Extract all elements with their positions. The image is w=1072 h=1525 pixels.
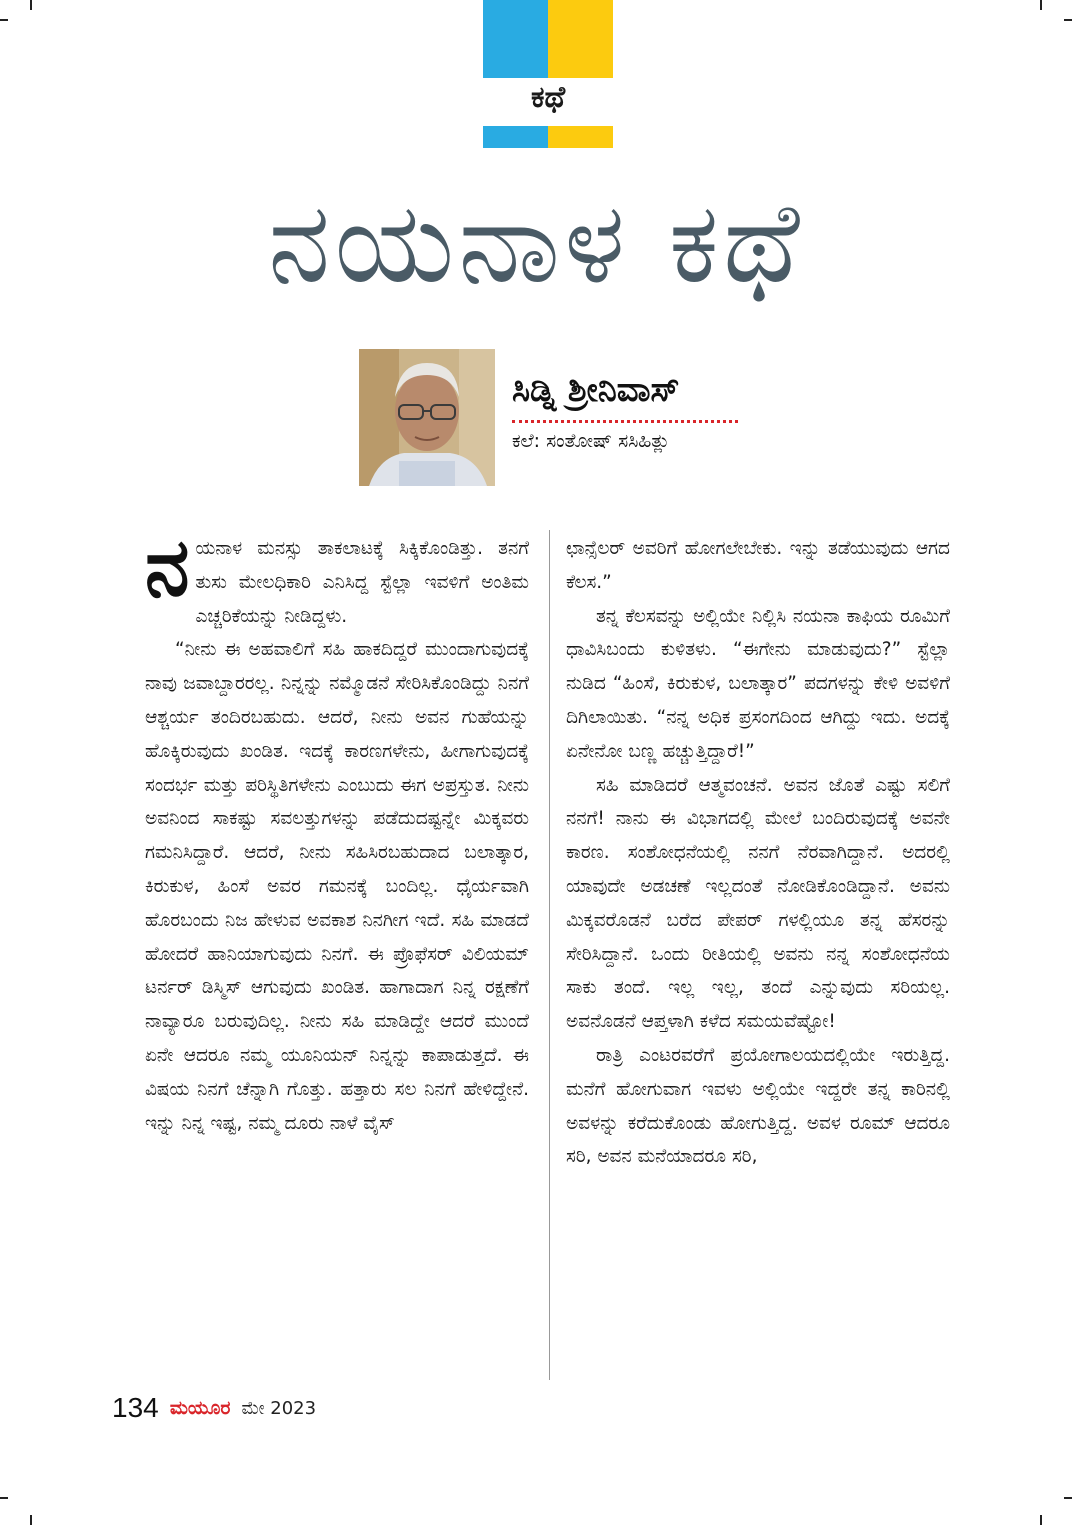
article-column-1 xyxy=(145,521,529,1140)
crop-mark-top-right xyxy=(1064,19,1072,21)
paragraph-text: ಯನಾಳ ಮನಸ್ಸು ತಾಕಲಾಟಕ್ಕೆ ಸಿಕ್ಕಿಕೊಂಡಿತ್ತು. ತನಗೆ ತುಸು ಮೇಲಧಿಕಾರಿ ಎನಿಸಿದ್ದ ಸ್ಟೆಲ್ಲಾ ಇವಳಿಗೆ ಅಂತಿಮ ಎಚ್ಚರಿಕೆಯನ್ನು ನೀಡಿದ್ದಳು. xyxy=(195,538,529,627)
author-portrait-image xyxy=(359,349,495,486)
badge-yellow-bar xyxy=(548,126,613,148)
crop-mark-bottom-left-vertical xyxy=(30,1515,32,1525)
story-title: ನಯನಾಳ ಕಥೆ xyxy=(268,178,804,308)
crop-mark-top-right-vertical xyxy=(1040,0,1042,10)
badge-blue-block xyxy=(483,0,548,78)
section-label: ಕಥೆ xyxy=(530,80,566,115)
crop-mark-bottom-right xyxy=(1064,1497,1072,1499)
drop-cap: ನ xyxy=(145,521,190,614)
crop-mark-bottom-right-vertical xyxy=(1040,1515,1042,1525)
column-divider xyxy=(549,530,550,1380)
page-number: 134 xyxy=(112,1392,159,1423)
crop-mark-bottom-left xyxy=(0,1497,8,1499)
paragraph: ರಾತ್ರಿ ಎಂಟರವರೆಗೆ ಪ್ರಯೋಗಾಲಯದಲ್ಲಿಯೇ ಇರುತ್ತಿದ್ದ. ಮನೆಗೆ ಹೋಗುವಾಗ ಇವಳು ಅಲ್ಲಿಯೇ ಇದ್ದರೇ ತನ್ನ ಕಾರಿನಲ್ಲಿ ಅವಳನ್ನು ಕರೆದುಕೊಂಡು ಹೋಗುತ್ತಿದ್ದ. ಅವಳ ರೂಮ್ ಆದರೂ ಸರಿ, ಅವನ ಮನೆಯಾದರೂ ಸರಿ, xyxy=(566,1044,950,1168)
page-footer xyxy=(112,1392,316,1428)
author-name: ಸಿಡ್ನಿ ಶ್ರೀನಿವಾಸ್ xyxy=(512,370,680,410)
illustrator-credit: ಕಲೆ: ಸಂತೋಷ್ ಸಸಿಹಿತ್ಲು xyxy=(512,430,670,452)
article-column-2 xyxy=(566,532,950,1174)
issue-date: ಮೇ 2023 xyxy=(241,1397,317,1419)
paragraph xyxy=(145,521,529,633)
section-badge xyxy=(483,0,613,148)
magazine-logo: ಮಯೂರ xyxy=(169,1397,231,1419)
author-underline xyxy=(512,420,738,423)
badge-blue-bar xyxy=(483,126,548,148)
crop-mark-top-left xyxy=(0,19,8,21)
badge-yellow-block xyxy=(548,0,613,78)
paragraph: “ನೀನು ಈ ಅಹವಾಲಿಗೆ ಸಹಿ ಹಾಕದಿದ್ದರೆ ಮುಂದಾಗುವುದಕ್ಕೆ ನಾವು ಜವಾಬ್ದಾರರಲ್ಲ. ನಿನ್ನನ್ನು ನಮ್ಮೊಡನೆ ಸೇರಿಸಿಕೊಂಡಿದ್ದು ನಿನಗೆ ಆಶ್ಚರ್ಯ ತಂದಿರಬಹುದು. ಆದರೆ, ನೀನು ಅವನ ಗುಹೆಯನ್ನು ಹೊಕ್ಕಿರುವುದು ಖಂಡಿತ. ಇದಕ್ಕೆ ಕಾರಣಗಳೇನು, ಹೀಗಾಗುವುದಕ್ಕೆ ಸಂದರ್ಭ ಮತ್ತು ಪರಿಸ್ಥಿತಿಗಳೇನು ಎಂಬುದು ಈಗ ಅಪ್ರಸ್ತುತ. ನೀನು ಅವನಿಂದ ಸಾಕಷ್ಟು ಸವಲತ್ತುಗಳನ್ನು ಪಡೆದುದಷ್ಟನ್ನೇ ಮಿಕ್ಕವರು ಗಮನಿಸಿದ್ದಾರೆ. ಆದರೆ, ನೀನು ಸಹಿಸಿರಬಹುದಾದ ಬಲಾತ್ಕಾರ, ಕಿರುಕುಳ, ಹಿಂಸೆ ಅವರ ಗಮನಕ್ಕೆ ಬಂದಿಲ್ಲ. ಧೈರ್ಯವಾಗಿ ಹೊರಬಂದು ನಿಜ ಹೇಳುವ ಅವಕಾಶ ನಿನಗೀಗ ಇದೆ. ಸಹಿ ಮಾಡದೆ ಹೋದರೆ ಹಾನಿಯಾಗುವುದು ನಿನಗೆ. ಈ ಪ್ರೊಫೆಸರ್ ವಿಲಿಯಮ್ ಟರ್ನರ್ ಡಿಸ್ಮಿಸ್ ಆಗುವುದು ಖಂಡಿತ. ಹಾಗಾದಾಗ ನಿನ್ನ ರಕ್ಷಣೆಗೆ ನಾವ್ಯಾರೂ ಬರುವುದಿಲ್ಲ. ನೀನು ಸಹಿ ಮಾಡಿದ್ದೇ ಆದರೆ ಮುಂದೆ ಏನೇ ಆದರೂ ನಮ್ಮ ಯೂನಿಯನ್ ನಿನ್ನನ್ನು ಕಾಪಾಡುತ್ತದೆ. ಈ ವಿಷಯ ನಿನಗೆ ಚೆನ್ನಾಗಿ ಗೊತ್ತು. ಹತ್ತಾರು ಸಲ ನಿನಗೆ ಹೇಳಿದ್ದೇನೆ. ಇನ್ನು ನಿನ್ನ ಇಷ್ಟ, ನಮ್ಮ ದೂರು ನಾಳೆ ವೈಸ್ xyxy=(145,639,529,1134)
author-photo xyxy=(359,349,495,486)
paragraph: ತನ್ನ ಕೆಲಸವನ್ನು ಅಲ್ಲಿಯೇ ನಿಲ್ಲಿಸಿ ನಯನಾ ಕಾಫಿಯ ರೂಮಿಗೆ ಧಾವಿಸಿಬಂದು ಕುಳಿತಳು. “ಈಗೇನು ಮಾಡುವುದು?” ಸ್ಟೆಲ್ಲಾ ನುಡಿದ “ಹಿಂಸೆ, ಕಿರುಕುಳ, ಬಲಾತ್ಕಾರ” ಪದಗಳನ್ನು ಕೇಳಿ ಅವಳಿಗೆ ದಿಗಿಲಾಯಿತು. “ನನ್ನ ಅಧಿಕ ಪ್ರಸಂಗದಿಂದ ಆಗಿದ್ದು ಇದು. ಅದಕ್ಕೆ ಏನೇನೋ ಬಣ್ಣ ಹಚ್ಚುತ್ತಿದ್ದಾರೆ!” xyxy=(566,605,950,762)
paragraph: ಸಹಿ ಮಾಡಿದರೆ ಆತ್ಮವಂಚನೆ. ಅವನ ಜೊತೆ ಎಷ್ಟು ಸಲಿಗೆ ನನಗೆ! ನಾನು ಈ ವಿಭಾಗದಲ್ಲಿ ಮೇಲೆ ಬಂದಿರುವುದಕ್ಕೆ ಅವನೇ ಕಾರಣ. ಸಂಶೋಧನೆಯಲ್ಲಿ ನನಗೆ ನೆರವಾಗಿದ್ದಾನೆ. ಅದರಲ್ಲಿ ಯಾವುದೇ ಅಡಚಣೆ ಇಲ್ಲದಂತೆ ನೋಡಿಕೊಂಡಿದ್ದಾನೆ. ಅವನು ಮಿಕ್ಕವರೊಡನೆ ಬರೆದ ಪೇಪರ್ ಗಳಲ್ಲಿಯೂ ತನ್ನ ಹೆಸರನ್ನು ಸೇರಿಸಿದ್ದಾನೆ. ಒಂದು ರೀತಿಯಲ್ಲಿ ಅವನು ನನ್ನ ಸಂಶೋಧನೆಯ ಸಾಕು ತಂದೆ. ಇಲ್ಲ ಇಲ್ಲ, ತಂದೆ ಎನ್ನುವುದು ಸರಿಯಲ್ಲ. ಅವನೊಡನೆ ಆಪ್ತಳಾಗಿ ಕಳೆದ ಸಮಯವೆಷ್ಟೋ! xyxy=(566,774,950,1033)
crop-mark-top-left-vertical xyxy=(30,0,32,10)
paragraph: ಛಾನ್ಸೆಲರ್ ಅವರಿಗೆ ಹೋಗಲೇಬೇಕು. ಇನ್ನು ತಡೆಯುವುದು ಆಗದ ಕೆಲಸ.” xyxy=(566,538,950,593)
